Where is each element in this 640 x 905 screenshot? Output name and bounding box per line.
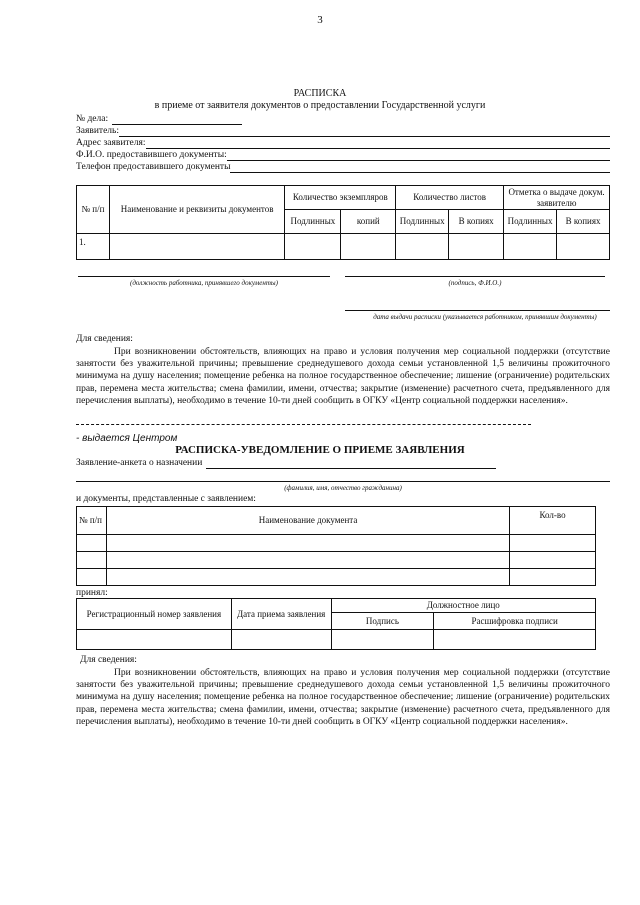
field-line[interactable] [112, 114, 242, 125]
caption-position: (должность работника, принявшего документы) [130, 279, 278, 287]
table-cell[interactable] [77, 552, 107, 569]
notice-title: РАСПИСКА-УВЕДОМЛЕНИЕ О ПРИЕМЕ ЗАЯВЛЕНИЯ [175, 444, 465, 456]
table-row [77, 630, 596, 650]
col-date-header: Дата приема заявления [231, 599, 331, 630]
sub-original-header: Подлинных [396, 210, 449, 234]
sub-original-header: Подлинных [285, 210, 341, 234]
table-cell[interactable] [510, 535, 596, 552]
field-applicant [76, 125, 610, 137]
sub-copies-header: В копиях [557, 210, 610, 234]
field-label: Телефон предоставившего документы [76, 162, 231, 172]
table-cell[interactable] [510, 552, 596, 569]
issued-by-note: - выдается Центром [76, 433, 178, 444]
table-row [77, 234, 610, 260]
table-cell[interactable] [109, 234, 284, 260]
receipt-documents-table [76, 185, 610, 260]
field-line[interactable] [227, 150, 610, 161]
table-cell[interactable] [77, 535, 107, 552]
sub-signature-header: Подпись [331, 613, 434, 630]
table-cell[interactable] [77, 630, 232, 650]
receipt-title: РАСПИСКА [293, 88, 347, 99]
col-number-header: № п/п [77, 186, 110, 234]
info-heading: Для сведения: [76, 334, 133, 344]
field-label: Заявитель: [76, 126, 119, 136]
table-row [77, 552, 596, 569]
signature-line[interactable] [345, 276, 605, 277]
col-name-header: Наименование и реквизиты документов [109, 186, 284, 234]
table-cell[interactable] [557, 234, 610, 260]
field-label: Ф.И.О. предоставившего документы: [76, 150, 227, 160]
field-submitter-name [76, 149, 610, 161]
field-line[interactable] [146, 138, 610, 149]
table-cell[interactable] [77, 569, 107, 586]
table-cell[interactable] [106, 569, 509, 586]
table-cell[interactable] [106, 552, 509, 569]
cut-line [76, 424, 531, 425]
table-cell[interactable] [285, 234, 341, 260]
field-label: № дела: [76, 114, 109, 124]
field-label: Адрес заявителя: [76, 138, 146, 148]
accepted-label: принял: [76, 588, 108, 598]
info-paragraph: При возникновении обстоятельств, влияющих на право и условия получения мер социальной поддержки (отсутствие занятости без уважительной причины; превышение среднедушевого дохода семьи установленной 1,5 величины прожиточного минимума на душу населения; помещение ребенка на полное государственное обеспечение; лишение (ограничение) родительских прав, перемена места жительства; смена фамилии, имени, отчества; закрытие (изменение) расчетного счета, предъявленного для перечисления выплаты), необходимо в течение 10-ти дней сообщить в ОГКУ «Центр социальной поддержки населения». [76, 668, 610, 727]
sub-copies-header: копий [341, 210, 396, 234]
caption-date: дата выдачи расписки (указывается работником, принявшим документы) [373, 313, 597, 321]
row-number: 1. [77, 234, 110, 260]
info-heading: Для сведения: [80, 655, 137, 665]
table-cell[interactable] [106, 535, 509, 552]
field-label: Заявление-анкета о назначении [76, 458, 203, 468]
table-cell[interactable] [331, 630, 434, 650]
field-line[interactable] [206, 458, 496, 469]
info-paragraph: При возникновении обстоятельств, влияющих на право и условия получения мер социальной поддержки (отсутствие занятости без уважительной причины; превышение среднедушевого дохода семьи установленной 1,5 величины прожиточного минимума на душу населения; помещение ребенка на полное государственное обеспечение; лишение (ограничение) родительских прав, перемена места жительства; смена фамилии, имени, отчества; закрытие (изменение) расчетного счета, предъявленного для перечисления выплаты), необходимо в течение 10-ти дней сообщить в ОГКУ «Центр социальной поддержки населения». [76, 347, 610, 406]
table-row [77, 569, 596, 586]
field-case-number [76, 113, 610, 125]
receipt-subtitle: в приеме от заявителя документов о предоставлении Государственной услуги [154, 100, 486, 111]
col-name-header: Наименование документа [106, 507, 509, 535]
sub-original-header: Подлинных [504, 210, 557, 234]
col-sheets-group-header: Количество листов [396, 186, 504, 210]
col-official-header: Должностное лицо [331, 599, 595, 613]
field-address [76, 137, 610, 149]
table-row [77, 535, 596, 552]
fio-line[interactable] [76, 481, 610, 482]
table-cell[interactable] [341, 234, 396, 260]
caption-fio: (фамилия, имя, отчество гражданина) [284, 484, 402, 492]
table-cell[interactable] [449, 234, 504, 260]
field-application [76, 457, 496, 469]
table-cell[interactable] [504, 234, 557, 260]
col-number-header: № п/п [77, 507, 107, 535]
table-cell[interactable] [510, 569, 596, 586]
notice-documents-table [76, 506, 596, 586]
caption-signature: (подпись, Ф.И.О.) [448, 279, 502, 287]
table-cell[interactable] [396, 234, 449, 260]
date-line[interactable] [345, 310, 610, 311]
field-line[interactable] [119, 126, 610, 137]
position-line[interactable] [78, 276, 330, 277]
col-copies-group-header: Количество экземпляров [285, 186, 396, 210]
docs-label: и документы, представленные с заявлением: [76, 494, 256, 504]
field-line[interactable] [230, 162, 610, 173]
page-number: 3 [317, 14, 323, 26]
col-registration-header: Регистрационный номер заявления [77, 599, 232, 630]
table-cell[interactable] [434, 630, 596, 650]
col-qty-header: Кол-во [510, 507, 596, 535]
col-mark-group-header: Отметка о выдаче докум. заявителю [504, 186, 610, 210]
sub-decode-header: Расшифровка подписи [434, 613, 596, 630]
acceptance-table [76, 598, 596, 650]
field-submitter-phone [76, 161, 610, 173]
table-cell[interactable] [231, 630, 331, 650]
sub-copies-header: В копиях [449, 210, 504, 234]
